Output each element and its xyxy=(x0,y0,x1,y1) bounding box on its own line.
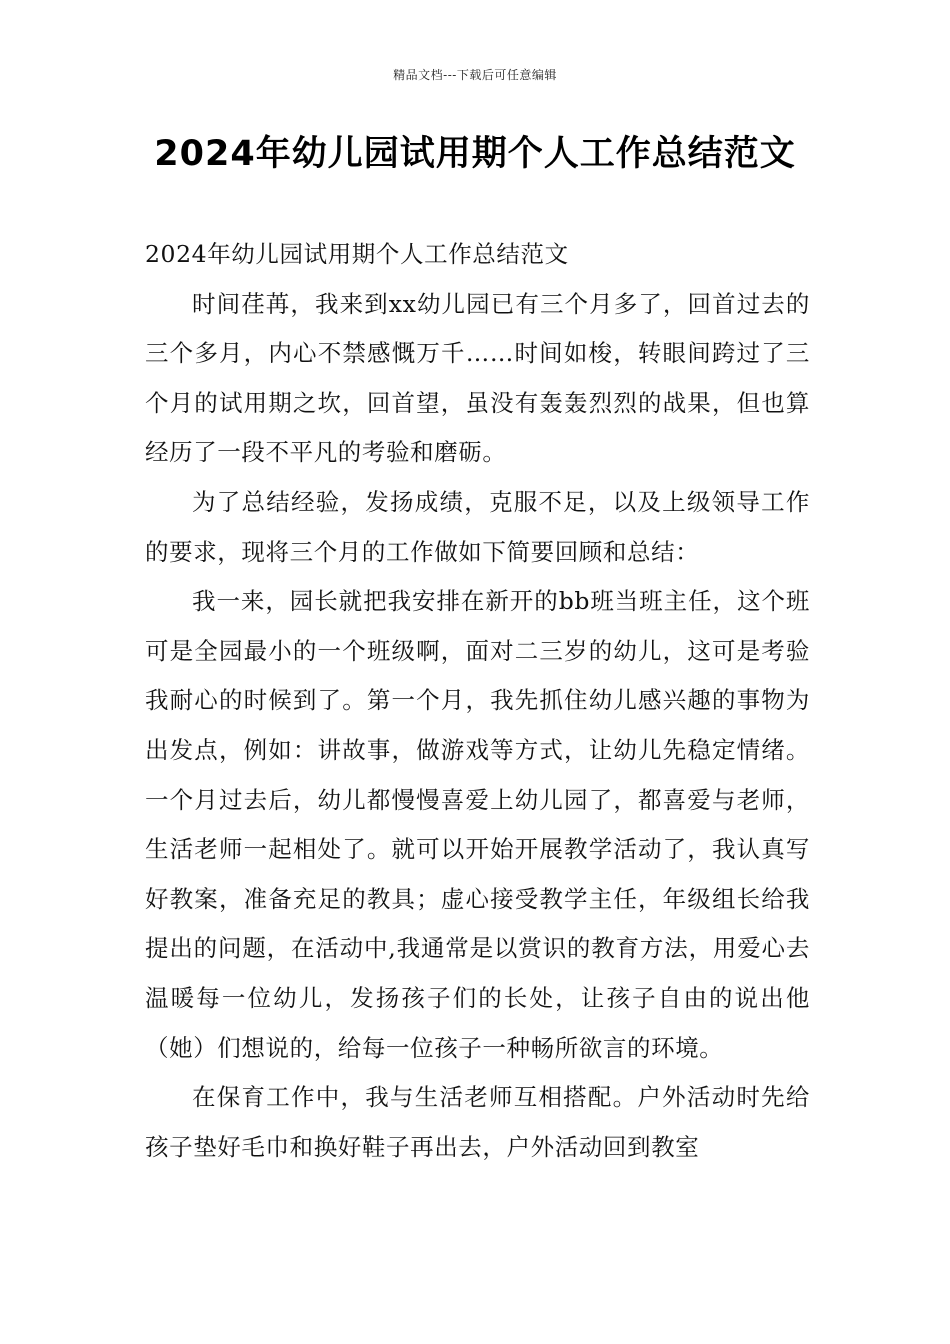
document-title: 2024年幼儿园试用期个人工作总结范文 xyxy=(154,134,796,174)
paragraph: 在保育工作中，我与生活老师互相搭配。户外活动时先给孩子垫好毛巾和换好鞋子再出去，户外活动回到教室 xyxy=(145,1083,810,1161)
paragraph: 我一来，园长就把我安排在新开的bb班当班主任，这个班可是全园最小的一个班级啊，面对二三岁的幼儿，这可是考验我耐心的时候到了。第一个月，我先抓住幼儿感兴趣的事物为出发点，例如：讲故事，做游戏等方式，让幼儿先稳定情绪。一个月过去后，幼儿都慢慢喜爱上幼儿园了，都喜爱与老师，生活老师一起相处了。就可以开始开展教学活动了，我认真写好教案，准备充足的教具；虚心接受教学主任，年级组长给我提出的问题，在活动中,我通常是以赏识的教育方法，用爱心去温暖每一位幼儿，发扬孩子们的长处，让孩子自由的说出他（她）们想说的，给每一位孩子一种畅所欲言的环境。 xyxy=(145,587,810,1062)
header-note: 精品文档---下载后可任意编辑 xyxy=(393,68,557,82)
paragraph: 为了总结经验，发扬成绩，克服不足，以及上级领导工作的要求，现将三个月的工作做如下简要回顾和总结： xyxy=(145,487,810,566)
document-subtitle: 2024年幼儿园试用期个人工作总结范文 xyxy=(145,240,569,268)
document-body xyxy=(145,230,810,1172)
paragraph: 时间荏苒，我来到xx幼儿园已有三个月多了，回首过去的三个多月，内心不禁感慨万千……时间如梭，转眼间跨过了三个月的试用期之坎，回首望，虽没有轰轰烈烈的战果，但也算经历了一段不平凡的考验和磨砺。 xyxy=(145,289,810,467)
